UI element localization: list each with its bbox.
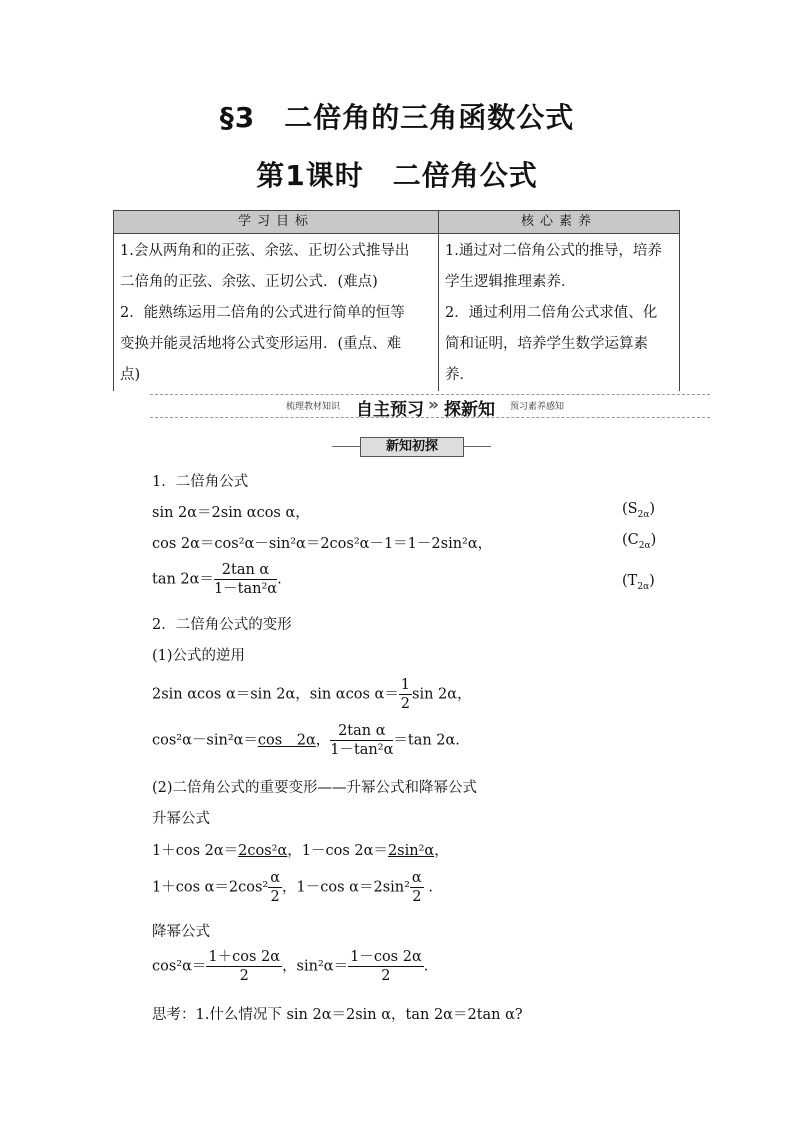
formula-raise-2: 1＋cos α＝2cos² $\frac{\alpha}{2}$ ，1－cos α＝2sin² $\frac{\alpha}{2}$ .	[152, 870, 433, 905]
fill-blank: 2sin²α	[387, 843, 435, 859]
banner-right-caption: 预习素养感知	[510, 402, 565, 412]
formula-raise-1: 1＋cos 2α＝2cos²α，1－cos 2α＝2sin²α，	[152, 843, 449, 859]
banner-main-text-2: 探新知	[444, 400, 495, 420]
fill-blank: cos 2α	[257, 732, 316, 749]
section-tag: 新知初探	[360, 437, 464, 457]
formula-cos-label: $(C_{2\alpha})$	[622, 532, 657, 551]
heading-important-variants: (2)二倍角公式的重要变形——升幂公式和降幂公式	[152, 780, 478, 796]
tag-rule-left	[332, 446, 360, 447]
formula-tan-label: $(T_{2\alpha})$	[622, 573, 655, 592]
competency-line: 简和证明，培养学生数学运算素	[445, 336, 648, 352]
banner-arrow-icon: »	[428, 395, 439, 415]
fraction: $\frac{\alpha}{2}$	[411, 870, 422, 905]
competencies-header: 核心素养	[439, 211, 680, 234]
formula-sin: sin 2α＝2sin αcos α，	[152, 505, 310, 521]
thinking-question: 思考：1.什么情况下 sin 2α＝2sin α，tan 2α＝2tan α?	[152, 1007, 523, 1023]
objectives-table	[113, 210, 680, 391]
heading-variants: 2．二倍角公式的变形	[152, 617, 292, 633]
competency-line: 学生逻辑推理素养．	[445, 274, 576, 290]
competency-line: 2．通过利用二倍角公式求值、化	[445, 305, 658, 321]
fraction: $\frac{1-\cos 2\alpha}{2}$	[350, 949, 422, 984]
heading-power-reducing: 降幂公式	[152, 924, 210, 940]
objective-line: 1.会从两角和的正弦、余弦、正切公式推导出	[120, 243, 410, 259]
formula-cos: cos 2α＝cos²α－sin²α＝2cos²α－1＝1－2sin²α，	[152, 536, 493, 552]
objectives-cell	[114, 234, 439, 392]
fraction: $\frac{\text{2tan α}}{\text{1－tan²α}}$	[213, 562, 278, 597]
tag-rule-right	[463, 446, 491, 447]
fill-blank: 2cos²α	[238, 843, 288, 859]
formula-reduce: cos²α＝ $\frac{1+\cos 2\alpha}{2}$ ，sin²α＝ $\frac{1-\cos 2\alpha}{2}$ .	[152, 949, 429, 984]
lesson-subtitle: 第1课时 二倍角公式	[256, 159, 538, 192]
objective-line: 二倍角的正弦、余弦、正切公式．(难点)	[120, 274, 378, 290]
banner-left-caption: 梳理教材知识	[286, 402, 341, 412]
banner-main-text: 自主预习	[356, 400, 424, 420]
formula-inverse-1: 2sin αcos α＝sin 2α，sin αcos α＝ $\frac{1}{2}$ sin 2α，	[152, 677, 472, 712]
heading-inverse-use: (1)公式的逆用	[152, 648, 246, 664]
formula-tan: tan 2α＝ $\frac{\text{2tan α}}{\text{1－tan²α}}$ .	[152, 562, 282, 597]
competency-line: 养．	[445, 367, 474, 383]
section-banner	[150, 394, 710, 418]
fraction: $\frac{1}{2}$	[400, 677, 411, 712]
formula-inverse-2: cos²α－sin²α＝cos 2α， $\frac{\text{2tan α}}{\text{1－tan²α}}$ ＝tan 2α.	[152, 723, 460, 758]
objective-line: 变换并能灵活地将公式变形运用．(重点、难	[120, 336, 402, 352]
objective-line: 点)	[120, 367, 141, 383]
heading-power-raising: 升幂公式	[152, 811, 210, 827]
objective-line: 2．能熟练运用二倍角的公式进行简单的恒等	[120, 305, 405, 321]
competencies-cell	[439, 234, 680, 392]
fraction: $\frac{1+\cos 2\alpha}{2}$	[208, 949, 281, 984]
fraction: $\frac{\text{2tan α}}{\text{1－tan²α}}$	[330, 723, 394, 758]
formula-sin-label: $(S_{2\alpha})$	[622, 501, 656, 520]
competency-line: 1.通过对二倍角公式的推导，培养	[445, 243, 662, 259]
page-title: §3 二倍角的三角函数公式	[219, 101, 575, 134]
heading-double-angle: 1．二倍角公式	[152, 474, 249, 490]
fraction: $\frac{\alpha}{2}$	[270, 870, 281, 905]
objectives-header: 学习目标	[114, 211, 439, 234]
